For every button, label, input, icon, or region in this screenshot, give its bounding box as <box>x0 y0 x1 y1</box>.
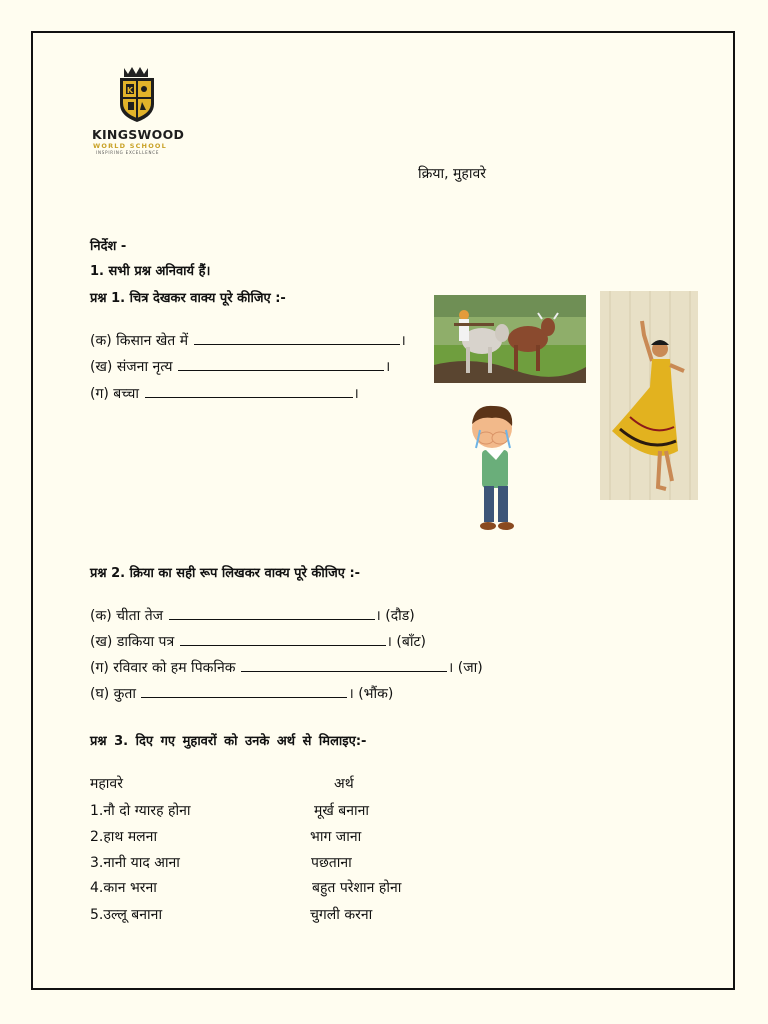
page-border <box>31 31 735 990</box>
school-name: KINGSWOOD <box>92 127 185 142</box>
q2-item-a-end: । (दौड) <box>375 608 415 624</box>
q1-item-a-text: (क) किसान खेत में <box>90 333 189 349</box>
q2-item-a-blank[interactable] <box>169 608 375 620</box>
q1-item-c-text: (ग) बच्चा <box>90 386 140 402</box>
q2-item-a-text: (क) चीता तेज <box>90 608 164 624</box>
school-tagline: INSPIRING EXCELLENCE <box>96 150 160 155</box>
q1-item-a <box>90 331 406 350</box>
q3-col-left-heading: महावरे <box>90 776 123 792</box>
q2-item-c-text: (ग) रविवार को हम पिकनिक <box>90 660 236 676</box>
school-line2: WORLD SCHOOL <box>93 142 167 150</box>
q1-item-b <box>90 357 390 376</box>
q3-idiom-3: 3.नानी याद आना <box>90 855 180 871</box>
q3-meaning-1: मूर्ख बनाना <box>314 803 370 819</box>
q3-idiom-2: 2.हाथ मलना <box>90 829 158 845</box>
svg-text:K: K <box>126 86 134 95</box>
q2-item-b-text: (ख) डाकिया पत्र <box>90 634 175 650</box>
q1-item-c <box>90 384 359 403</box>
q1-item-b-end: । <box>384 359 391 375</box>
q3-idiom-1: 1.नौ दो ग्यारह होना <box>90 803 191 819</box>
q1-heading: प्रश्न 1. चित्र देखकर वाक्य पूरे कीजिए :- <box>90 291 286 306</box>
q2-item-b-blank[interactable] <box>180 634 386 646</box>
q3-col-right-heading: अर्थ <box>334 776 354 792</box>
q2-item-a <box>90 606 415 625</box>
q3-meaning-2: भाग जाना <box>310 829 362 845</box>
farmer-oxen-picture <box>434 295 586 383</box>
q3-heading: प्रश्न 3. दिए गए मुहावरों को उनके अर्थ से मिलाइए:- <box>90 734 367 749</box>
q1-item-c-blank[interactable] <box>145 386 353 398</box>
q2-item-c-end: । (जा) <box>448 660 483 676</box>
crying-boy-picture <box>460 400 540 538</box>
q1-item-b-blank[interactable] <box>178 359 384 371</box>
q2-item-d-blank[interactable] <box>141 686 347 698</box>
page-title: क्रिया, मुहावरे <box>418 166 486 182</box>
q2-item-b <box>90 632 426 651</box>
q3-idiom-5: 5.उल्लू बनाना <box>90 907 163 923</box>
q1-item-c-end: । <box>353 386 359 402</box>
q3-meaning-5: चुगली करना <box>310 907 373 923</box>
instructions-heading: निर्देश - <box>90 239 127 254</box>
q2-item-b-end: । (बाँट) <box>386 634 427 650</box>
q2-item-d-end: । (भौंक) <box>348 686 394 702</box>
q3-meaning-4: बहुत परेशान होना <box>312 880 402 896</box>
q2-item-c <box>90 658 483 677</box>
crest-icon <box>90 64 186 126</box>
q2-item-d <box>90 684 393 703</box>
q1-item-a-blank[interactable] <box>194 333 400 345</box>
q1-item-b-text: (ख) संजना नृत्य <box>90 359 173 375</box>
q3-meaning-3: पछताना <box>311 855 352 871</box>
instruction-line-1: 1. सभी प्रश्न अनिवार्य हैं। <box>90 264 211 279</box>
q1-item-a-end: । <box>400 333 406 349</box>
dancer-picture <box>600 291 698 500</box>
q3-idiom-4: 4.कान भरना <box>90 880 157 896</box>
school-logo <box>90 64 186 156</box>
q2-item-c-blank[interactable] <box>241 660 447 672</box>
q2-item-d-text: (घ) कुता <box>90 686 137 702</box>
q2-heading: प्रश्न 2. क्रिया का सही रूप लिखकर वाक्य पूरे कीजिए :- <box>90 566 361 581</box>
